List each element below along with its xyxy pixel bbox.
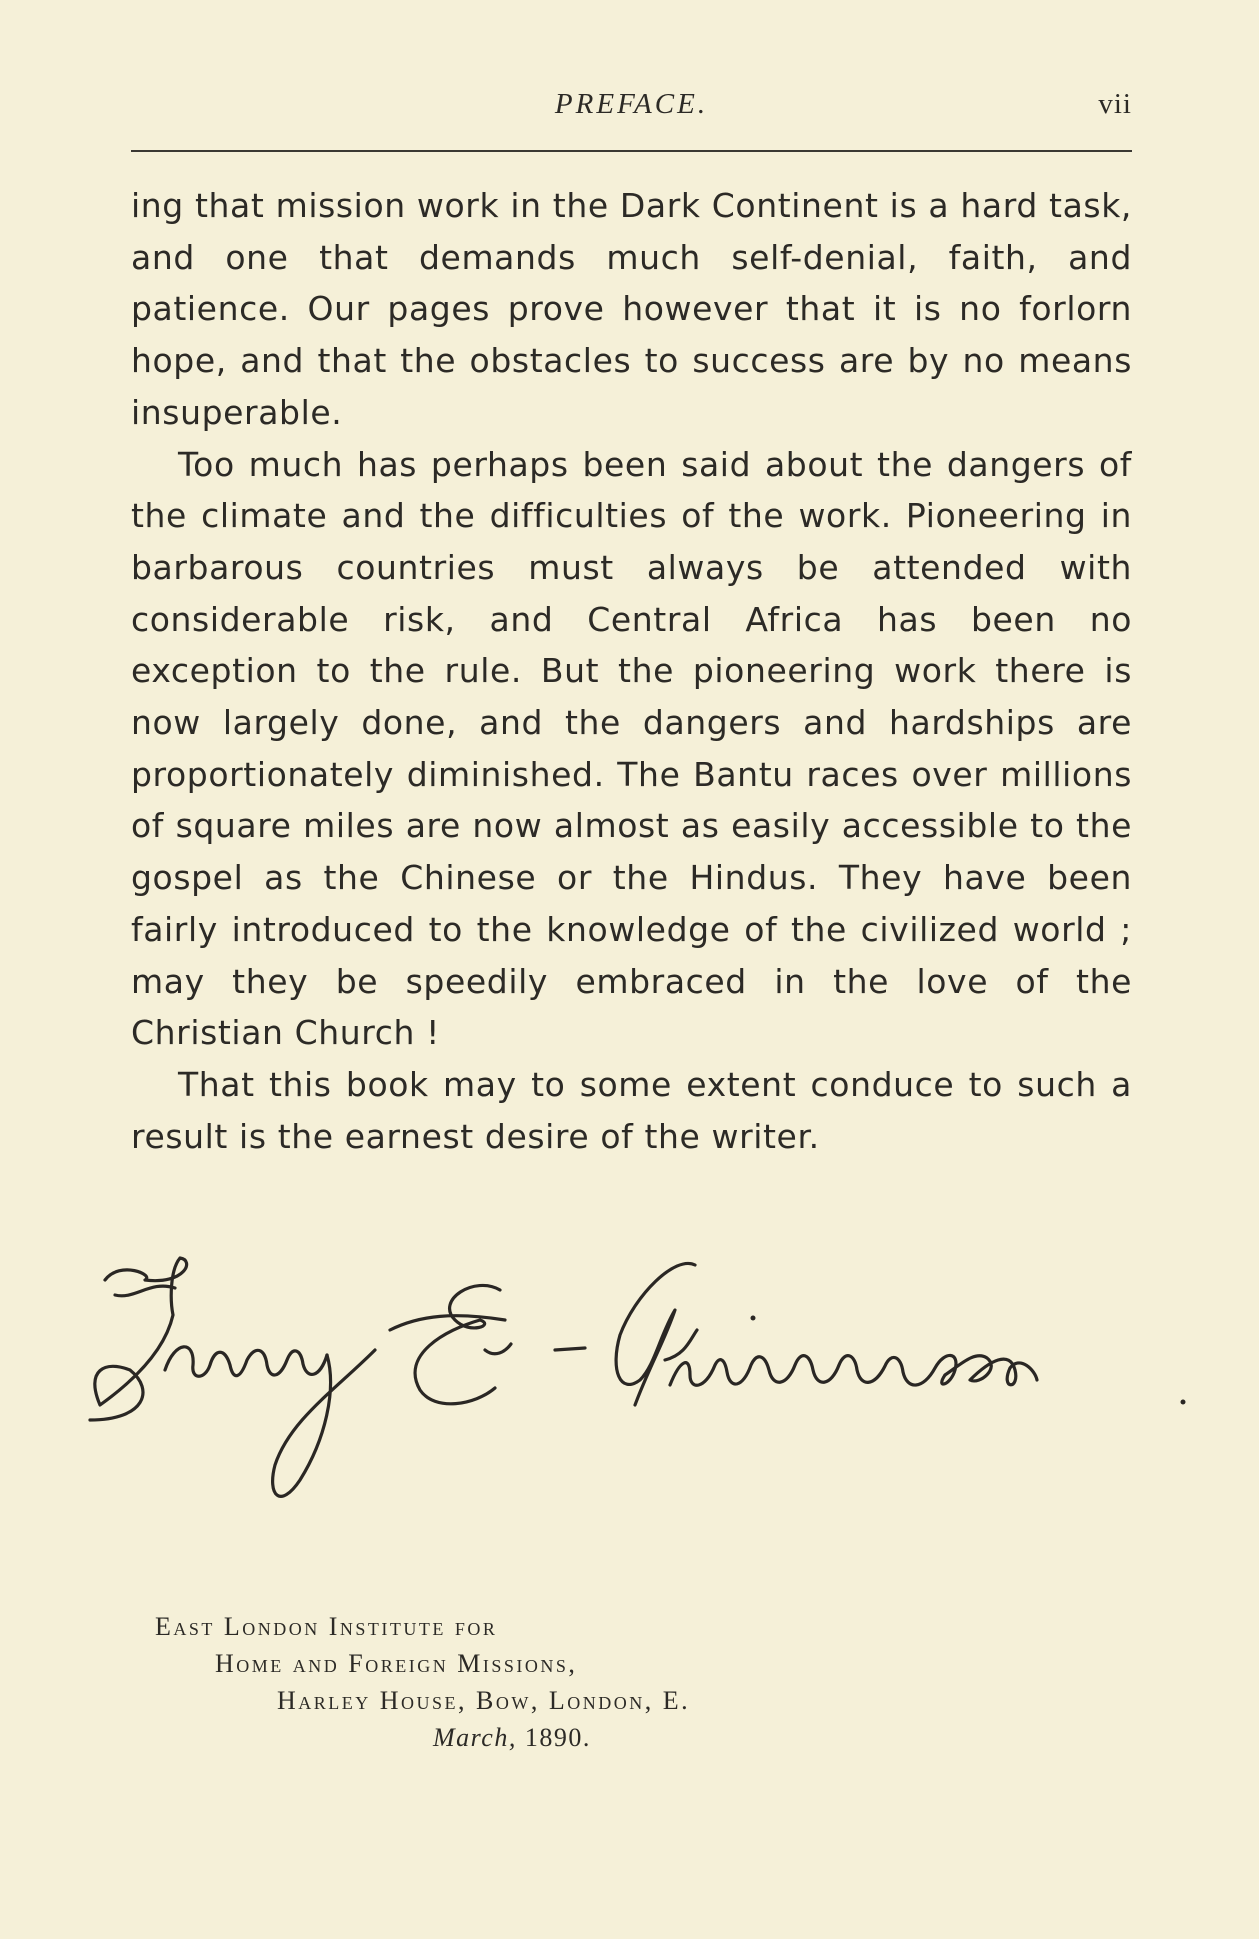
- address-line: Home and Foreign Missions,: [215, 1649, 578, 1678]
- date-line: [155, 1719, 955, 1756]
- header-rule: [131, 150, 1132, 152]
- running-title: PREFACE.: [554, 88, 709, 120]
- paragraph: Too much has perhaps been said about the dangers of the climate and the difficulties of the work. Pioneering in barbarous countries must always be attended with considerable risk, and Central Africa has been no exception to the rule. But the pioneering work there is now largely done, and the dangers and hardships are proportionately diminished. The Bantu races over millions of square miles are now almost as easily accessible to the gospel as the Chinese or the Hindus. They have been fairly introduced to the knowledge of the civilized world ; may they be speedily embraced in the love of the Christian Church !: [131, 444, 1132, 1053]
- address-block: [155, 1608, 955, 1756]
- address-line: Harley House, Bow, London, E.: [277, 1686, 691, 1715]
- date-month: March,: [433, 1723, 517, 1752]
- running-head: [131, 88, 1132, 128]
- preface-body: [131, 180, 1132, 1162]
- paragraph: That this book may to some extent conduce to such a result is the earnest desire of the writer.: [131, 1064, 1132, 1156]
- handwritten-signature: [75, 1240, 1235, 1540]
- page-number: vii: [1098, 88, 1132, 120]
- date-year: 1890.: [524, 1723, 591, 1752]
- paragraph-continued: ing that mission work in the Dark Continent is a hard task, and one that demands much self-denial, faith, and patience. Our pages prove however that it is no forlorn hope, and that the obstacles to success are by no means insuperable.: [131, 186, 1132, 432]
- address-line: East London Institute for: [155, 1612, 498, 1641]
